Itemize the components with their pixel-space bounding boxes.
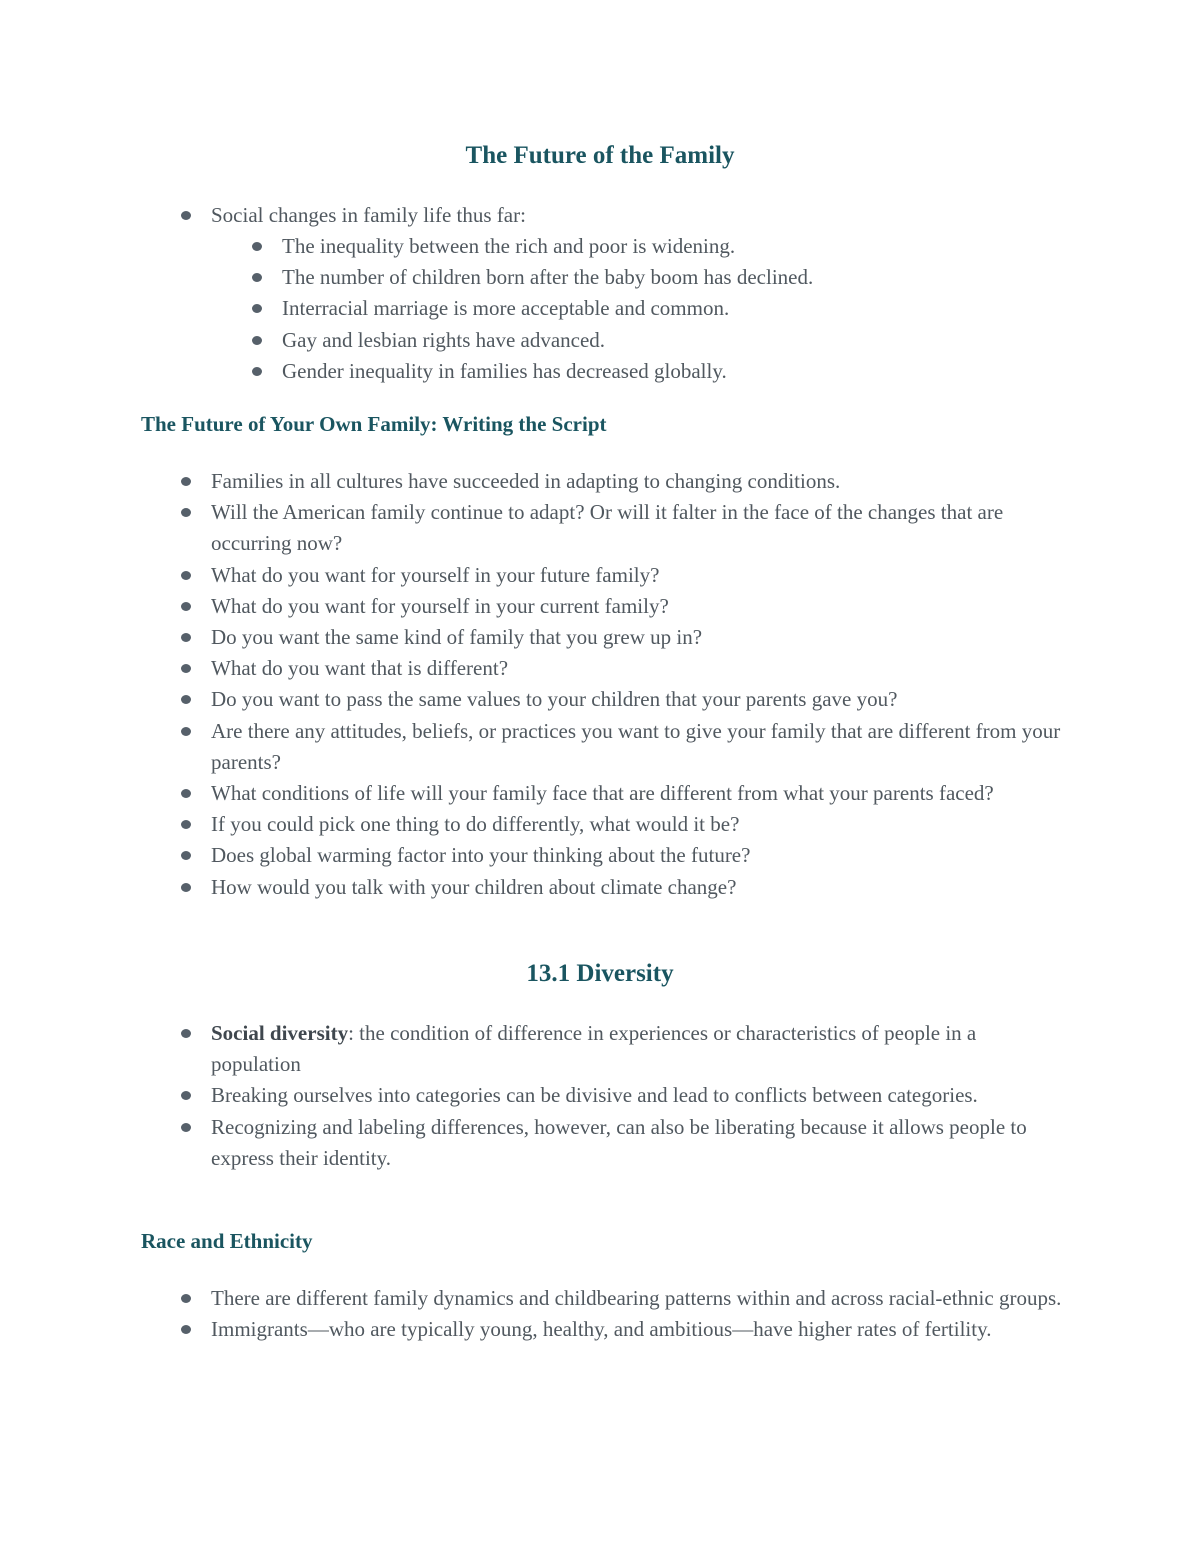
list-item: What do you want that is different? [211,653,1071,684]
bullet-icon [181,1029,191,1038]
list-item: What do you want for yourself in your current family? [211,591,1071,622]
bullet-icon [252,304,262,313]
diversity-title: 13.1 Diversity [526,960,674,987]
bullet-icon [181,508,191,517]
own-family-list [211,466,1071,903]
list-item: Recognizing and labeling differences, however, can also be liberating because it allows people to express their identity. [211,1112,1071,1174]
bullet-icon [181,695,191,704]
list-item: Breaking ourselves into categories can be divisive and lead to conflicts between categories. [211,1080,1071,1111]
social-changes-list [282,231,1062,387]
future-family-list [211,200,1071,231]
list-item: Are there any attitudes, beliefs, or practices you want to give your family that are different from your parents? [211,716,1071,778]
list-item: Immigrants—who are typically young, healthy, and ambitious—have higher rates of fertility. [211,1314,1071,1345]
list-item: Social changes in family life thus far: [211,200,1071,231]
bullet-icon [181,633,191,642]
bullet-icon [181,883,191,892]
list-item: Will the American family continue to adapt? Or will it falter in the face of the changes that are occurring now? [211,497,1071,559]
list-item: How would you talk with your children about climate change? [211,872,1071,903]
bullet-icon [252,242,262,251]
list-item: Gender inequality in families has decreased globally. [282,356,1062,387]
race-ethnicity-list [211,1283,1071,1345]
own-family-heading: The Future of Your Own Family: Writing the Script [141,412,607,436]
bullet-icon [181,1294,191,1303]
bullet-icon [181,820,191,829]
bullet-icon [181,1123,191,1132]
list-item: If you could pick one thing to do differently, what would it be? [211,809,1071,840]
list-item: What do you want for yourself in your future family? [211,560,1071,591]
bullet-icon [181,571,191,580]
bullet-icon [181,727,191,736]
list-item: Families in all cultures have succeeded in adapting to changing conditions. [211,466,1071,497]
list-item: Do you want the same kind of family that you grew up in? [211,622,1071,653]
bullet-icon [181,664,191,673]
diversity-list [211,1018,1071,1174]
list-item [211,1018,1071,1080]
term-social-diversity: Social diversity [211,1021,349,1045]
list-item: Does global warming factor into your thinking about the future? [211,840,1071,871]
bullet-icon [252,367,262,376]
list-item: There are different family dynamics and childbearing patterns within and across racial-ethnic groups. [211,1283,1071,1314]
bullet-icon [181,1091,191,1100]
list-item: Gay and lesbian rights have advanced. [282,325,1062,356]
list-item: What conditions of life will your family face that are different from what your parents faced? [211,778,1071,809]
page-title: The Future of the Family [465,142,735,169]
list-item: The inequality between the rich and poor is widening. [282,231,1062,262]
bullet-icon [252,273,262,282]
bullet-icon [252,336,262,345]
list-item: Do you want to pass the same values to your children that your parents gave you? [211,684,1071,715]
bullet-icon [181,211,191,220]
list-item: The number of children born after the baby boom has declined. [282,262,1062,293]
race-ethnicity-heading: Race and Ethnicity [141,1229,313,1253]
bullet-icon [181,477,191,486]
bullet-icon [181,1325,191,1334]
list-item: Interracial marriage is more acceptable and common. [282,293,1062,324]
bullet-icon [181,851,191,860]
definition-text: : the condition of difference in experiences or characteristics of people in a population [211,1021,977,1077]
bullet-icon [181,602,191,611]
bullet-icon [181,789,191,798]
